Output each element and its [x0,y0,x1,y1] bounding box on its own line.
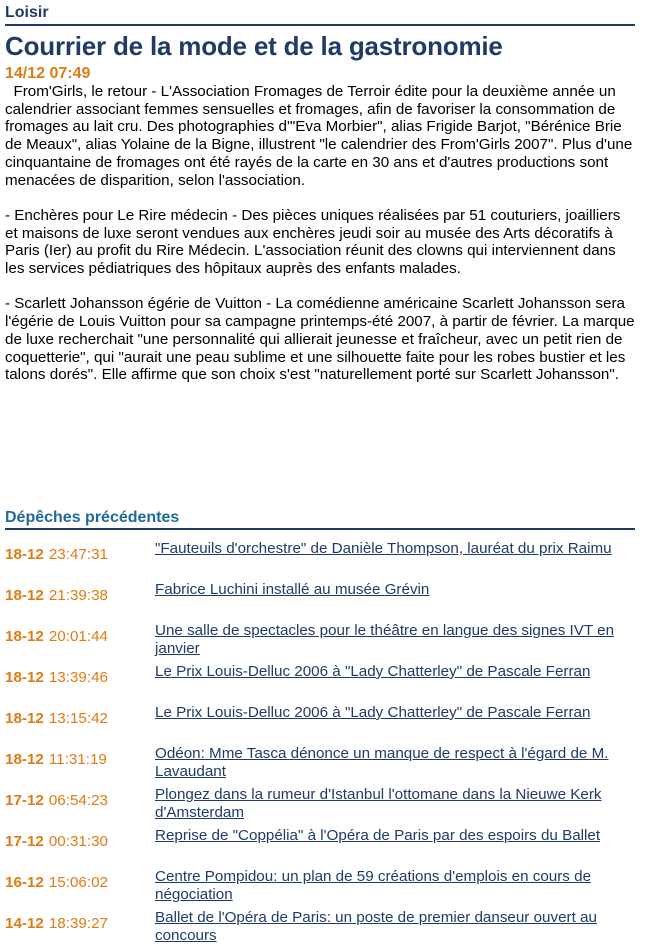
dispatch-link[interactable]: Ballet de l'Opéra de Paris: un poste de premier danseur ouvert au concours [155,909,597,944]
dispatch-day: 18-12 [5,546,44,563]
previous-divider [5,528,635,530]
dispatch-item [5,786,635,827]
dispatch-time: 13:39:46 [48,669,108,686]
dispatch-date [5,704,155,728]
dispatch-item [5,622,635,663]
dispatch-date [5,868,155,892]
dispatch-item [5,704,635,745]
dispatch-day: 16-12 [5,874,44,891]
dispatch-day: 18-12 [5,587,44,604]
dispatch-day: 14-12 [5,915,44,932]
dispatch-date [5,622,155,646]
dispatch-day: 17-12 [5,833,44,850]
dispatch-item [5,663,635,704]
article-timestamp: 14/12 07:49 [5,65,91,82]
dispatch-date [5,786,155,810]
dispatch-link[interactable]: Reprise de "Coppélia" à l'Opéra de Paris par des espoirs du Ballet [155,827,601,844]
dispatch-time: 00:31:30 [48,833,108,850]
dispatch-link[interactable]: "Fauteuils d'orchestre" de Danièle Thompson, lauréat du prix Raimu [155,540,612,557]
dispatch-link[interactable]: Une salle de spectacles pour le théâtre en langue des signes IVT en janvier [155,622,615,657]
dispatch-date [5,540,155,564]
dispatch-item [5,581,635,622]
dispatch-link[interactable]: Centre Pompidou: un plan de 59 créations d'emplois en cours de négociation [155,868,592,903]
dispatch-time: 20:01:44 [48,628,108,645]
dispatch-item [5,540,635,581]
dispatch-time: 06:54:23 [48,792,108,809]
dispatch-time: 15:06:02 [48,874,108,891]
dispatch-link[interactable]: Odéon: Mme Tasca dénonce un manque de respect à l'égard de M. Lavaudant [155,745,609,780]
dispatch-day: 18-12 [5,710,44,727]
dispatch-time: 23:47:31 [48,546,108,563]
dispatch-item [5,827,635,868]
article-paragraph: - Enchères pour Le Rire médecin - Des pièces uniques réalisées par 51 couturiers, joailliers et maisons de luxe seront vendues aux enchères jeudi soir au musée des Arts décoratifs à Paris (Ier) au profit du Rire Médecin. L'association réunit des clowns qui interviennent dans les services pédiatriques des hôpitaux auprès des enfants malades. [5,206,621,278]
article-paragraph: - Scarlett Johansson égérie de Vuitton - La comédienne américaine Scarlett Johansson sera l'égérie de Louis Vuitton pour sa campagne printemps-été 2007, à partir de février. La marque de luxe recherchait "une personnalité qui allierait jeunesse et fraîcheur, avec un petit rien de coquetterie", qui "aurait une peau sublime et une silhouette faite pour les robes bustier et les talons dorés". Elle affirme que son choix s'est "naturellement porté sur Scarlett Johansson". [5,295,635,384]
dispatch-link[interactable]: Plongez dans la rumeur d'Istanbul l'ottomane dans la Nieuwe Kerk d'Amsterdam [155,786,602,821]
dispatch-link[interactable]: Le Prix Louis-Delluc 2006 à "Lady Chatterley" de Pascale Ferran [155,663,591,680]
dispatch-date [5,581,155,605]
dispatch-item [5,909,635,950]
dispatch-time: 21:39:38 [48,587,108,604]
dispatch-day: 18-12 [5,751,44,768]
dispatch-day: 18-12 [5,669,44,686]
dispatch-time: 18:39:27 [48,915,108,932]
dispatch-date [5,827,155,851]
dispatch-item [5,745,635,786]
article-paragraph: From'Girls, le retour - L'Association Fromages de Terroir édite pour la deuxième année un calendrier associant femmes sensuelles et fromages, afin de favoriser la consommation de fromages au lait cru. Des photographies d'"Eva Morbier", alias Frigide Barjot, "Bérénice Brie de Meaux", alias Yolaine de la Bigne, illustrent "le calendrier des From'Girls 2007". Plus d'une cinquantaine de fromages ont été rayés de la carte en 30 ans et d'autres productions sont menacées de disparition, selon l'association. [5,83,633,189]
dispatch-time: 11:31:19 [48,751,107,768]
article-body [5,83,635,402]
dispatch-date [5,909,155,933]
dispatch-day: 17-12 [5,792,44,809]
dispatch-time: 13:15:42 [48,710,108,727]
dispatch-link[interactable]: Fabrice Luchini installé au musée Grévin [155,581,430,598]
dispatch-date [5,663,155,687]
article-title: Courrier de la mode et de la gastronomie [5,31,503,61]
section-label: Loisir [5,4,49,21]
dispatch-day: 18-12 [5,628,44,645]
dispatch-list [5,540,635,950]
dispatch-link[interactable]: Le Prix Louis-Delluc 2006 à "Lady Chatterley" de Pascale Ferran [155,704,591,721]
previous-dispatches-heading: Dépêches précédentes [5,509,180,526]
dispatch-item [5,868,635,909]
section-divider [5,24,635,26]
dispatch-date [5,745,155,769]
